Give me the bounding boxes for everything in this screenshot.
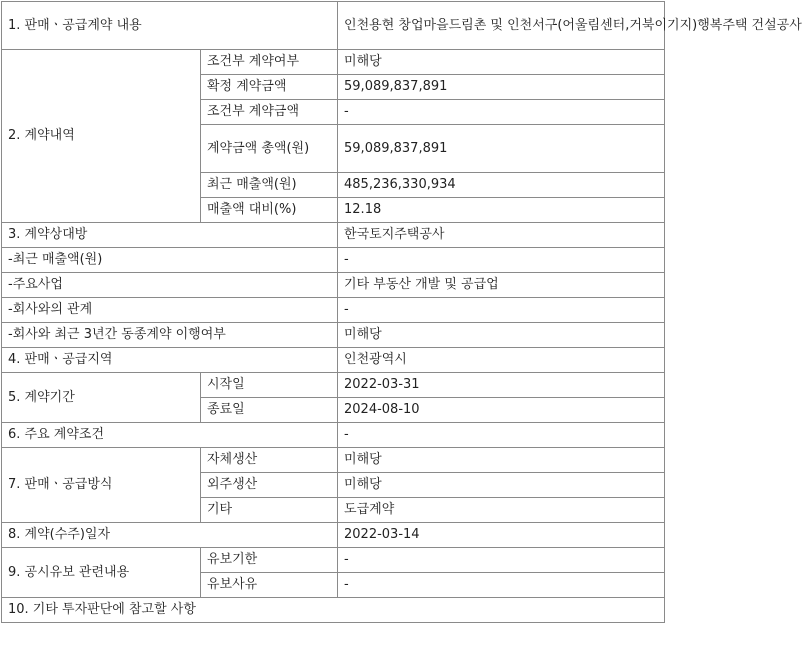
table-row (2, 373, 665, 398)
row-label: -회사와의 관계 (2, 298, 338, 323)
row-label: 10. 기타 투자판단에 참고할 사항 (2, 598, 665, 623)
table-row (2, 348, 665, 373)
row-label: 3. 계약상대방 (2, 223, 338, 248)
contract-disclosure-table (1, 1, 802, 623)
row-label: 1. 판매ㆍ공급계약 내용 (2, 2, 338, 50)
table-row (2, 223, 665, 248)
table-row (2, 598, 665, 623)
sub-label: 조건부 계약여부 (201, 50, 338, 75)
cell-value: 도급계약 (338, 498, 665, 523)
row-label: 7. 판매ㆍ공급방식 (2, 448, 201, 523)
table-row (2, 248, 665, 273)
contract-title-value: 인천용현 창업마을드림촌 및 인천서구(어울림센터,거북이기지)행복주택 건설공사 (338, 2, 665, 50)
cell-value: 59,089,837,891 (338, 75, 665, 100)
table-row (2, 50, 665, 75)
cell-value: 한국토지주택공사 (338, 223, 665, 248)
cell-value: 미해당 (338, 448, 665, 473)
cell-value: 미해당 (338, 473, 665, 498)
row-label: -회사와 최근 3년간 동종계약 이행여부 (2, 323, 338, 348)
sub-label: 외주생산 (201, 473, 338, 498)
cell-value: 12.18 (338, 198, 665, 223)
row-label: 4. 판매ㆍ공급지역 (2, 348, 338, 373)
cell-value: 미해당 (338, 50, 665, 75)
table-row (2, 523, 665, 548)
cell-value: 미해당 (338, 323, 665, 348)
cell-value: 2024-08-10 (338, 398, 665, 423)
table-row (2, 423, 665, 448)
cell-value: 인천광역시 (338, 348, 665, 373)
cell-value: 2022-03-31 (338, 373, 665, 398)
cell-value: - (338, 423, 665, 448)
cell-value: - (338, 100, 665, 125)
row-label: 5. 계약기간 (2, 373, 201, 423)
sub-label: 유보기한 (201, 548, 338, 573)
sub-label: 조건부 계약금액 (201, 100, 338, 125)
sub-label: 매출액 대비(%) (201, 198, 338, 223)
cell-value: - (338, 548, 665, 573)
sub-label: 기타 (201, 498, 338, 523)
table-row (2, 298, 665, 323)
sub-label: 최근 매출액(원) (201, 173, 338, 198)
sub-label: 시작일 (201, 373, 338, 398)
cell-value: 59,089,837,891 (338, 125, 665, 173)
sub-label: 확정 계약금액 (201, 75, 338, 100)
cell-value: - (338, 573, 665, 598)
table-row (2, 273, 665, 298)
row-label: -주요사업 (2, 273, 338, 298)
cell-value: - (338, 298, 665, 323)
row-label: 9. 공시유보 관련내용 (2, 548, 201, 598)
cell-value: - (338, 248, 665, 273)
sub-label: 종료일 (201, 398, 338, 423)
sub-label: 유보사유 (201, 573, 338, 598)
row-label: 6. 주요 계약조건 (2, 423, 338, 448)
table-row (2, 323, 665, 348)
table-row (2, 448, 665, 473)
table-row (2, 548, 665, 573)
cell-value: 2022-03-14 (338, 523, 665, 548)
cell-value: 기타 부동산 개발 및 공급업 (338, 273, 665, 298)
sub-label: 계약금액 총액(원) (201, 125, 338, 173)
cell-value: 485,236,330,934 (338, 173, 665, 198)
table-row (2, 2, 665, 50)
row-label: -최근 매출액(원) (2, 248, 338, 273)
row-label: 8. 계약(수주)일자 (2, 523, 338, 548)
row-label: 2. 계약내역 (2, 50, 201, 223)
sub-label: 자체생산 (201, 448, 338, 473)
